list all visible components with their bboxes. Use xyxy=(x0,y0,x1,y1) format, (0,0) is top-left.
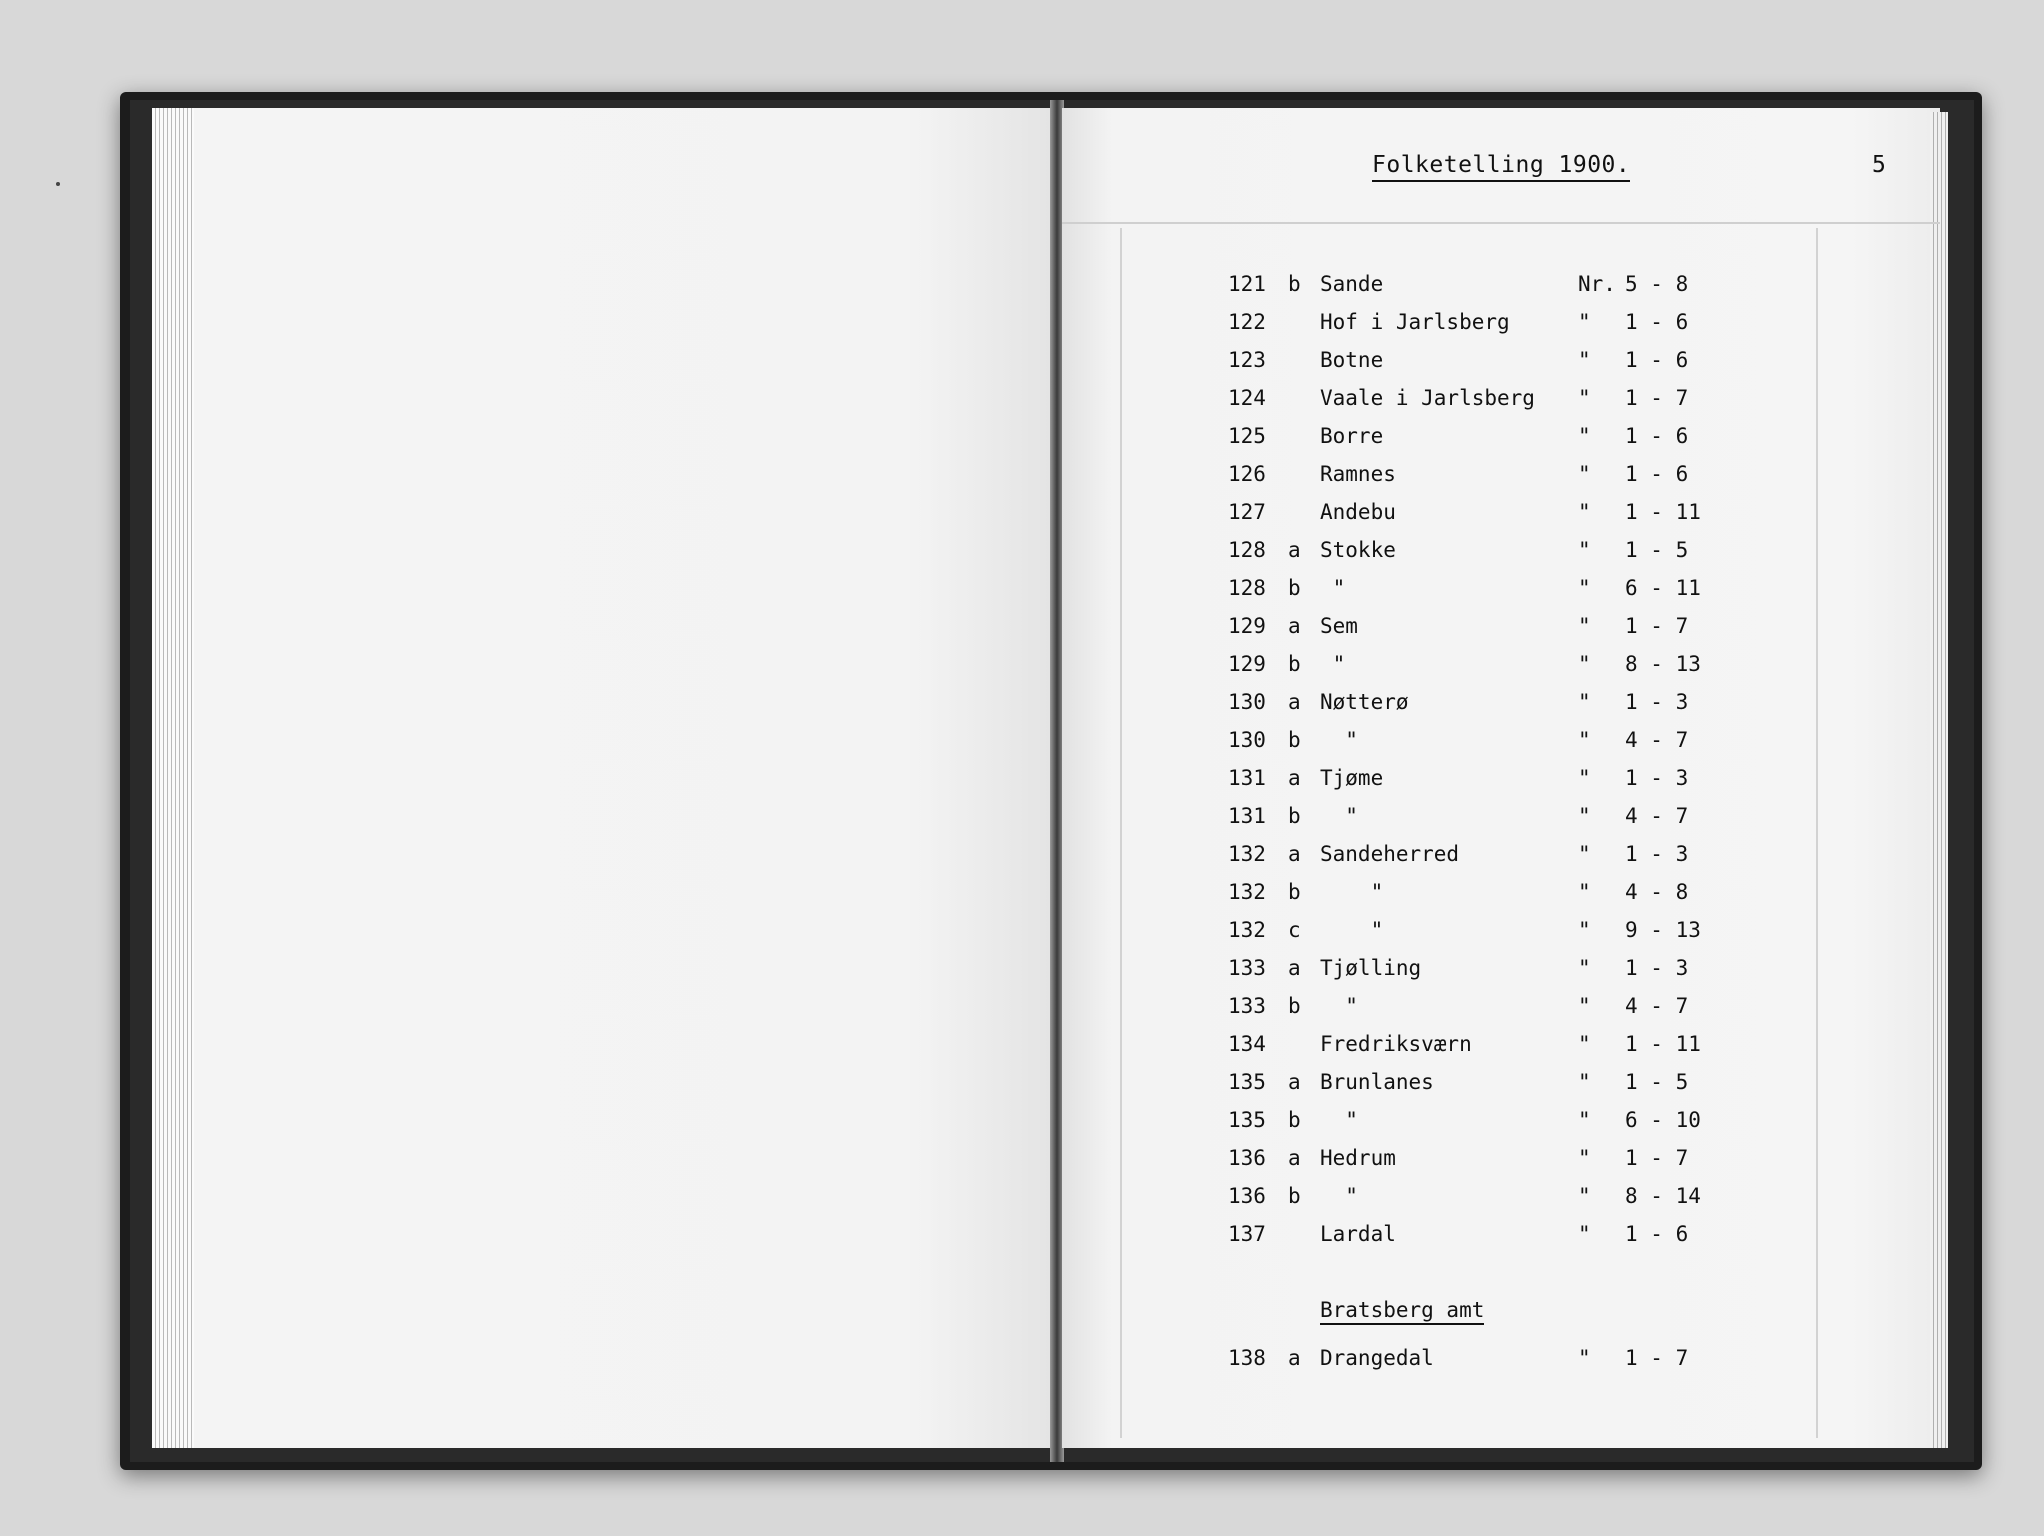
entry-name: Brunlanes xyxy=(1320,1070,1434,1094)
entry-range: 1 - 6 xyxy=(1625,462,1689,486)
entry-name: " xyxy=(1320,804,1358,828)
entry-range: 1 - 6 xyxy=(1625,348,1689,372)
entry-number: 133 xyxy=(1228,994,1266,1018)
entry-mark: " xyxy=(1578,576,1591,600)
entry-name: " xyxy=(1320,652,1346,676)
entry-letter: b xyxy=(1288,272,1301,296)
section-heading: Bratsberg amt xyxy=(1320,1298,1484,1325)
entry-number: 123 xyxy=(1228,348,1266,372)
entry-number: 128 xyxy=(1228,576,1266,600)
entry-mark: " xyxy=(1578,956,1591,980)
entry-range: 1 - 3 xyxy=(1625,842,1689,866)
entry-name: Sem xyxy=(1320,614,1358,638)
entry-range: 1 - 6 xyxy=(1625,424,1689,448)
header-rule xyxy=(1062,222,1940,224)
list-item xyxy=(1220,462,1740,500)
entry-number: 130 xyxy=(1228,728,1266,752)
entry-number: 136 xyxy=(1228,1146,1266,1170)
list-item xyxy=(1220,1222,1740,1260)
list-item xyxy=(1220,500,1740,538)
entry-name: Borre xyxy=(1320,424,1384,448)
list-item xyxy=(1220,1032,1740,1070)
entry-name: " xyxy=(1320,880,1384,904)
entry-mark: " xyxy=(1578,462,1591,486)
list-item xyxy=(1220,1070,1740,1108)
entry-mark: " xyxy=(1578,424,1591,448)
list-item xyxy=(1220,538,1740,576)
entry-number: 133 xyxy=(1228,956,1266,980)
entry-range: 8 - 13 xyxy=(1625,652,1701,676)
entry-mark: " xyxy=(1578,690,1591,714)
entry-mark: " xyxy=(1578,1146,1591,1170)
entry-name: Sandeherred xyxy=(1320,842,1460,866)
entry-range: 1 - 3 xyxy=(1625,956,1689,980)
entry-range: 4 - 7 xyxy=(1625,804,1689,828)
entry-number: 135 xyxy=(1228,1108,1266,1132)
entry-number: 138 xyxy=(1228,1346,1266,1370)
entry-mark: " xyxy=(1578,880,1591,904)
entry-range: 1 - 6 xyxy=(1625,310,1689,334)
entry-name: " xyxy=(1320,918,1384,942)
entry-mark: " xyxy=(1578,994,1591,1018)
entry-mark: " xyxy=(1578,652,1591,676)
entry-letter: a xyxy=(1288,690,1301,714)
entry-number: 127 xyxy=(1228,500,1266,524)
entry-range: 1 - 3 xyxy=(1625,690,1689,714)
list-item xyxy=(1220,766,1740,804)
entry-mark: " xyxy=(1578,614,1591,638)
entry-mark: " xyxy=(1578,1184,1591,1208)
entry-mark: " xyxy=(1578,1032,1591,1056)
entry-range: 9 - 13 xyxy=(1625,918,1701,942)
entry-letter: c xyxy=(1288,918,1301,942)
list-item xyxy=(1220,842,1740,880)
list-item xyxy=(1220,652,1740,690)
entry-range: 1 - 3 xyxy=(1625,766,1689,790)
list-item xyxy=(1220,576,1740,614)
entry-letter: a xyxy=(1288,1346,1301,1370)
entry-mark: " xyxy=(1578,918,1591,942)
entry-number: 131 xyxy=(1228,804,1266,828)
entry-range: 1 - 11 xyxy=(1625,1032,1701,1056)
entry-range: 5 - 8 xyxy=(1625,272,1689,296)
entry-number: 131 xyxy=(1228,766,1266,790)
entry-number: 121 xyxy=(1228,272,1266,296)
entry-number: 136 xyxy=(1228,1184,1266,1208)
entry-letter: a xyxy=(1288,1070,1301,1094)
entry-name: Nøtterø xyxy=(1320,690,1409,714)
list-item xyxy=(1220,728,1740,766)
entry-range: 1 - 7 xyxy=(1625,1146,1689,1170)
entry-mark: " xyxy=(1578,348,1591,372)
entry-name: " xyxy=(1320,1108,1358,1132)
list-item xyxy=(1220,994,1740,1032)
entry-name: Sande xyxy=(1320,272,1384,296)
entry-name: Tjølling xyxy=(1320,956,1422,980)
list-item xyxy=(1220,386,1740,424)
entry-name: Andebu xyxy=(1320,500,1396,524)
entry-mark: " xyxy=(1578,1222,1591,1246)
entry-range: 1 - 7 xyxy=(1625,614,1689,638)
list-item xyxy=(1220,348,1740,386)
entry-mark: " xyxy=(1578,842,1591,866)
entry-range: 8 - 14 xyxy=(1625,1184,1701,1208)
list-item xyxy=(1220,880,1740,918)
entry-name: Hedrum xyxy=(1320,1146,1396,1170)
entry-letter: b xyxy=(1288,804,1301,828)
right-margin-rule xyxy=(1816,228,1818,1438)
entry-name: " xyxy=(1320,1184,1358,1208)
entry-number: 126 xyxy=(1228,462,1266,486)
entry-mark: " xyxy=(1578,1070,1591,1094)
entry-number: 122 xyxy=(1228,310,1266,334)
entry-range: 1 - 6 xyxy=(1625,1222,1689,1246)
entry-range: 4 - 7 xyxy=(1625,994,1689,1018)
entry-mark: " xyxy=(1578,500,1591,524)
page-title: Folketelling 1900. xyxy=(1372,152,1630,182)
list-item xyxy=(1220,1184,1740,1222)
entry-range: 1 - 7 xyxy=(1625,1346,1689,1370)
entry-letter: b xyxy=(1288,1108,1301,1132)
list-item xyxy=(1220,614,1740,652)
list-item xyxy=(1220,424,1740,462)
entry-name: Hof i Jarlsberg xyxy=(1320,310,1510,334)
entry-number: 130 xyxy=(1228,690,1266,714)
list-item xyxy=(1220,918,1740,956)
entry-mark: " xyxy=(1578,1108,1591,1132)
entry-range: 1 - 5 xyxy=(1625,538,1689,562)
entry-mark: " xyxy=(1578,310,1591,334)
entry-number: 132 xyxy=(1228,842,1266,866)
entry-letter: a xyxy=(1288,538,1301,562)
entry-name: Lardal xyxy=(1320,1222,1396,1246)
list-item xyxy=(1220,310,1740,348)
entry-letter: a xyxy=(1288,842,1301,866)
entry-number: 129 xyxy=(1228,614,1266,638)
entry-letter: a xyxy=(1288,1146,1301,1170)
entry-mark: " xyxy=(1578,538,1591,562)
entry-number: 124 xyxy=(1228,386,1266,410)
entry-mark: " xyxy=(1578,804,1591,828)
entry-range: 1 - 11 xyxy=(1625,500,1701,524)
list-item xyxy=(1220,690,1740,728)
left-margin-rule xyxy=(1120,228,1122,1438)
entry-name: " xyxy=(1320,994,1358,1018)
entry-name: Stokke xyxy=(1320,538,1396,562)
entry-mark: " xyxy=(1578,728,1591,752)
left-page-edges xyxy=(152,108,194,1448)
entry-name: Tjøme xyxy=(1320,766,1384,790)
entry-mark: " xyxy=(1578,1346,1591,1370)
entry-letter: b xyxy=(1288,728,1301,752)
entry-range: 4 - 8 xyxy=(1625,880,1689,904)
entry-number: 135 xyxy=(1228,1070,1266,1094)
entry-name: Fredriksværn xyxy=(1320,1032,1472,1056)
entry-name: " xyxy=(1320,728,1358,752)
list-item xyxy=(1220,1108,1740,1146)
page-number: 5 xyxy=(1872,152,1886,178)
entry-letter: b xyxy=(1288,576,1301,600)
entry-mark: " xyxy=(1578,766,1591,790)
bleed-through-text xyxy=(560,160,980,1340)
list-item xyxy=(1220,956,1740,994)
entry-number: 134 xyxy=(1228,1032,1266,1056)
entry-letter: b xyxy=(1288,880,1301,904)
entry-range: 4 - 7 xyxy=(1625,728,1689,752)
entry-number: 137 xyxy=(1228,1222,1266,1246)
entry-letter: a xyxy=(1288,614,1301,638)
right-page-edges xyxy=(1930,112,1948,1448)
list-item xyxy=(1220,1146,1740,1184)
entry-letter: b xyxy=(1288,1184,1301,1208)
entry-name: Vaale i Jarlsberg xyxy=(1320,386,1535,410)
entry-number: 125 xyxy=(1228,424,1266,448)
entry-range: 6 - 11 xyxy=(1625,576,1701,600)
entry-number: 132 xyxy=(1228,880,1266,904)
section-entry-row xyxy=(1220,1346,1740,1384)
entry-letter: b xyxy=(1288,994,1301,1018)
dust-speck xyxy=(56,182,60,186)
entry-mark: Nr. xyxy=(1578,272,1616,296)
list-item xyxy=(1220,804,1740,842)
entry-range: 1 - 7 xyxy=(1625,386,1689,410)
census-entry-list xyxy=(1220,272,1740,1260)
entry-name: Drangedal xyxy=(1320,1346,1434,1370)
entry-letter: a xyxy=(1288,956,1301,980)
entry-name: Botne xyxy=(1320,348,1384,372)
entry-range: 1 - 5 xyxy=(1625,1070,1689,1094)
entry-name: " xyxy=(1320,576,1346,600)
entry-letter: b xyxy=(1288,652,1301,676)
entry-name: Ramnes xyxy=(1320,462,1396,486)
list-item xyxy=(1220,272,1740,310)
entry-number: 128 xyxy=(1228,538,1266,562)
entry-range: 6 - 10 xyxy=(1625,1108,1701,1132)
entry-number: 132 xyxy=(1228,918,1266,942)
entry-number: 129 xyxy=(1228,652,1266,676)
entry-letter: a xyxy=(1288,766,1301,790)
entry-mark: " xyxy=(1578,386,1591,410)
